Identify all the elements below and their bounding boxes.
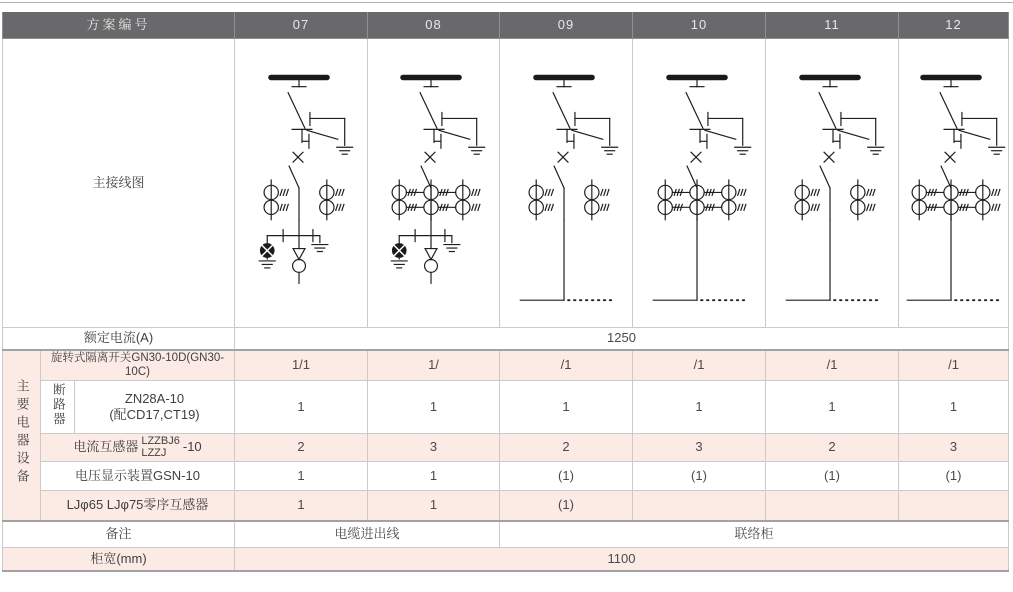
ct-value-11: 2 xyxy=(766,433,899,461)
isolator-value-10: /1 xyxy=(633,350,766,380)
scheme-header-09: 09 xyxy=(500,12,633,39)
single-line-diagram xyxy=(899,39,1008,327)
breaker-value-08: 1 xyxy=(368,380,500,433)
zero-seq-value-09: (1) xyxy=(500,490,633,521)
ct-model-bottom: LZZJ xyxy=(141,447,167,460)
zero-sequence-ct-row xyxy=(3,490,1009,521)
breaker-value-10: 1 xyxy=(633,380,766,433)
ct-model-suffix: -10 xyxy=(182,439,202,455)
voltage-display-value-09: (1) xyxy=(500,461,633,490)
wiring-diagram-09 xyxy=(500,39,633,328)
scheme-number-header: 方案编号 xyxy=(3,12,235,39)
remarks-tie-group: 联络柜 xyxy=(500,521,1009,548)
voltage-display-value-08: 1 xyxy=(368,461,500,490)
zero-sequence-ct-label: LJφ65 LJφ75零序互感器 xyxy=(41,490,235,521)
voltage-display-value-12: (1) xyxy=(899,461,1009,490)
isolator-value-07: 1/1 xyxy=(235,350,368,380)
breaker-model-cell xyxy=(75,380,235,433)
ct-value-12: 3 xyxy=(899,433,1009,461)
spec-table xyxy=(2,12,1009,572)
remarks-cable-group: 电缆进出线 xyxy=(235,521,500,548)
wiring-diagram-12 xyxy=(899,39,1009,328)
ct-model-fraction xyxy=(141,435,180,459)
wiring-diagram-10 xyxy=(633,39,766,328)
voltage-display-value-11: (1) xyxy=(766,461,899,490)
remarks-label: 备注 xyxy=(3,521,235,548)
wiring-diagram-08 xyxy=(368,39,500,328)
current-transformer-row xyxy=(3,433,1009,461)
voltage-display-label: 电压显示装置GSN-10 xyxy=(41,461,235,490)
wiring-diagram-row xyxy=(3,39,1009,328)
cabinet-width-label: 柜宽(mm) xyxy=(3,547,235,571)
isolator-value-09: /1 xyxy=(500,350,633,380)
breaker-value-12: 1 xyxy=(899,380,1009,433)
ct-label-prefix: 电流互感器 xyxy=(73,439,139,455)
equipment-group-cell xyxy=(3,350,41,521)
zero-seq-value-10 xyxy=(633,490,766,521)
zero-seq-value-07: 1 xyxy=(235,490,368,521)
ct-value-10: 3 xyxy=(633,433,766,461)
breaker-sublabel-cell xyxy=(41,380,75,433)
ct-value-08: 3 xyxy=(368,433,500,461)
single-line-diagram xyxy=(369,39,498,327)
wiring-diagram-11 xyxy=(766,39,899,328)
single-line-diagram xyxy=(768,39,897,327)
scheme-header-12: 12 xyxy=(899,12,1009,39)
scheme-header-11: 11 xyxy=(766,12,899,39)
cabinet-width-value: 1100 xyxy=(235,547,1009,571)
zero-seq-value-08: 1 xyxy=(368,490,500,521)
rated-current-row xyxy=(3,328,1009,351)
ct-value-09: 2 xyxy=(500,433,633,461)
cabinet-width-row xyxy=(3,547,1009,571)
single-line-diagram xyxy=(237,39,366,327)
isolator-value-11: /1 xyxy=(766,350,899,380)
voltage-display-value-07: 1 xyxy=(235,461,368,490)
isolator-value-12: /1 xyxy=(899,350,1009,380)
wiring-diagram-07 xyxy=(235,39,368,328)
single-line-diagram xyxy=(502,39,631,327)
main-wiring-label: 主接线图 xyxy=(3,39,235,328)
page-top-rule xyxy=(0,2,1013,3)
scheme-header-10: 10 xyxy=(633,12,766,39)
breaker-value-11: 1 xyxy=(766,380,899,433)
breaker-value-07: 1 xyxy=(235,380,368,433)
rated-current-value: 1250 xyxy=(235,328,1009,351)
breaker-row xyxy=(3,380,1009,433)
isolator-row xyxy=(3,350,1009,380)
single-line-diagram xyxy=(635,39,764,327)
breaker-model-line1: ZN28A-10 xyxy=(124,390,185,406)
isolator-value-08: 1/ xyxy=(368,350,500,380)
voltage-display-row xyxy=(3,461,1009,490)
ct-model-top: LZZBJ6 xyxy=(141,435,180,448)
breaker-value-09: 1 xyxy=(500,380,633,433)
remarks-row xyxy=(3,521,1009,548)
scheme-header-row xyxy=(3,12,1009,39)
equipment-group-label: 主要电器设备 xyxy=(14,379,30,488)
ct-value-07: 2 xyxy=(235,433,368,461)
scheme-header-08: 08 xyxy=(368,12,500,39)
scheme-header-07: 07 xyxy=(235,12,368,39)
isolator-label: 旋转式隔离开关GN30-10D(GN30-10C) xyxy=(41,350,235,380)
rated-current-label: 额定电流(A) xyxy=(3,328,235,351)
breaker-model-line2: (配CD17,CT19) xyxy=(109,406,200,422)
zero-seq-value-12 xyxy=(899,490,1009,521)
zero-seq-value-11 xyxy=(766,490,899,521)
ct-label-cell xyxy=(41,433,235,461)
voltage-display-value-10: (1) xyxy=(633,461,766,490)
breaker-sublabel: 断路器 xyxy=(51,382,66,427)
